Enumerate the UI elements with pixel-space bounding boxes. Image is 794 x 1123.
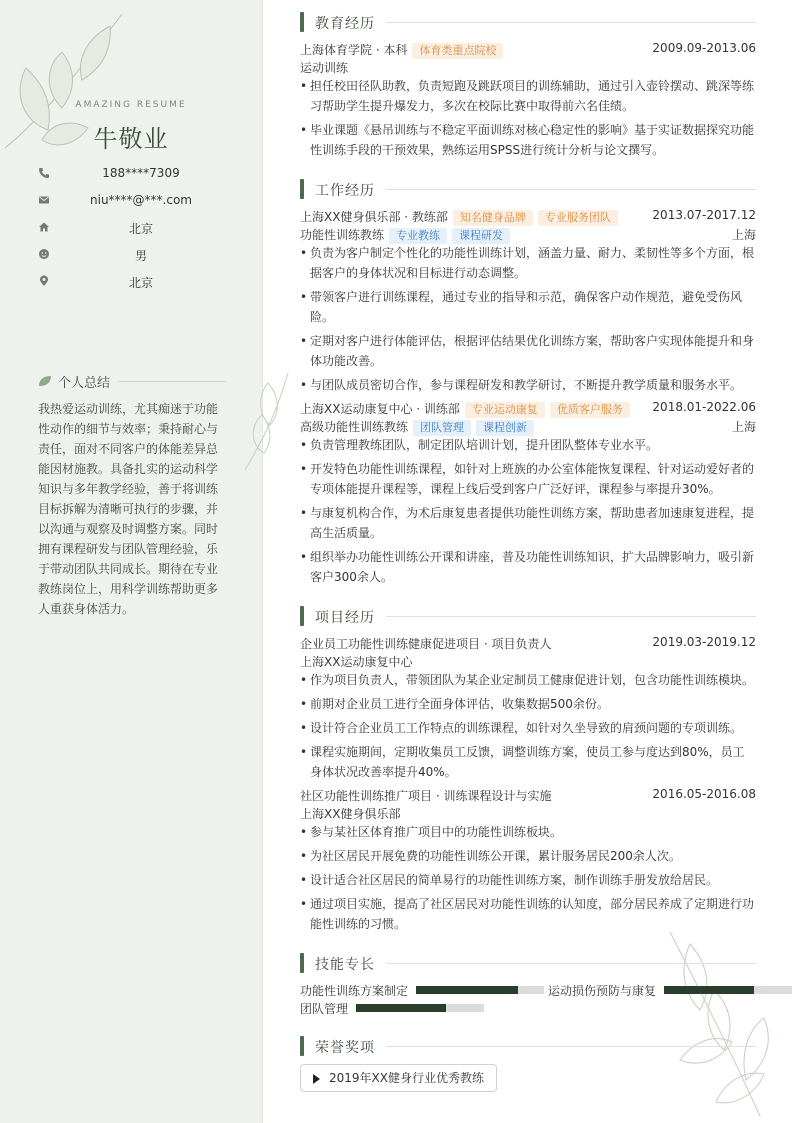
location-value: 北京 xyxy=(128,276,153,290)
project-name-row xyxy=(300,635,756,653)
sidebar xyxy=(0,0,263,1123)
company-tag: 知名健身品牌 xyxy=(453,210,533,226)
contact-gender xyxy=(38,247,228,263)
skill-bar xyxy=(416,986,544,994)
leaf-icon xyxy=(38,375,52,387)
company-name: 上海XX运动康复中心 · 训练部 xyxy=(300,402,460,416)
divider xyxy=(386,189,756,190)
skill-level xyxy=(356,1004,446,1012)
person-name: 牛敬业 xyxy=(93,125,169,153)
divider xyxy=(386,616,756,617)
email-value: niu****@***.com xyxy=(90,193,192,207)
project-name: 企业员工功能性训练健康促进项目 · 项目负责人 xyxy=(300,637,552,651)
project-org-row xyxy=(300,653,756,671)
contact-location xyxy=(38,274,228,290)
contact-email xyxy=(38,193,228,209)
education-date: 2009.09-2013.06 xyxy=(652,41,756,55)
play-icon xyxy=(313,1074,320,1084)
skill-item xyxy=(300,982,544,998)
job-city: 上海 xyxy=(731,228,756,242)
location-icon xyxy=(38,275,50,287)
project-name-row xyxy=(300,787,756,805)
skill-item xyxy=(548,982,792,998)
gender-value: 男 xyxy=(134,249,147,263)
contact-phone xyxy=(38,166,228,182)
summary-title: 个人总结 xyxy=(58,376,111,391)
contact-home xyxy=(38,220,228,236)
company-tag: 优质客户服务 xyxy=(550,402,630,418)
divider xyxy=(386,1046,756,1047)
company-name: 上海XX健身俱乐部 · 教练部 xyxy=(300,210,448,224)
work-section-header xyxy=(300,179,756,199)
job-role: 高级功能性训练教练 xyxy=(300,420,409,434)
company-tag: 专业服务团队 xyxy=(538,210,618,226)
leaf-decoration-icon xyxy=(240,365,300,475)
home-icon xyxy=(38,221,50,233)
projects-title: 项目经历 xyxy=(315,610,375,626)
skill-name: 运动损伤预防与康复 xyxy=(548,984,657,998)
education-title: 教育经历 xyxy=(315,16,375,32)
job-company-row xyxy=(300,208,756,226)
award-text: 2019年XX健身行业优秀教练 xyxy=(329,1071,484,1085)
education-school-row xyxy=(300,41,756,59)
project-date: 2016.05-2016.08 xyxy=(652,787,756,801)
skill-name: 功能性训练方案制定 xyxy=(300,984,409,998)
home-value: 北京 xyxy=(128,222,153,236)
skills-title: 技能专长 xyxy=(315,957,375,973)
projects-section-header xyxy=(300,606,756,626)
education-major-row xyxy=(300,59,756,77)
phone-value: 188****7309 xyxy=(102,166,180,180)
skill-bar xyxy=(356,1004,484,1012)
job-date: 2013.07-2017.12 xyxy=(652,208,756,222)
skill-bar xyxy=(664,986,792,994)
section-marker xyxy=(300,953,304,973)
school-tag: 体育类重点院校 xyxy=(412,43,503,59)
divider xyxy=(118,381,226,382)
gender-icon xyxy=(38,248,50,260)
skill-name: 团队管理 xyxy=(300,1002,349,1016)
project-date: 2019.03-2019.12 xyxy=(652,635,756,649)
job-date: 2018.01-2022.06 xyxy=(652,400,756,414)
divider xyxy=(386,963,756,964)
role-tag: 团队管理 xyxy=(413,420,471,436)
project-org: 上海XX运动康复中心 xyxy=(300,655,413,669)
skill-level xyxy=(664,986,754,994)
resume-tagline: AMAZING RESUME xyxy=(75,100,187,110)
job-role-row xyxy=(300,418,756,436)
skill-level xyxy=(416,986,518,994)
role-tag: 课程创新 xyxy=(476,420,534,436)
email-icon xyxy=(38,194,50,206)
summary-header xyxy=(38,372,226,390)
company-tag: 专业运动康复 xyxy=(465,402,545,418)
awards-title: 荣誉奖项 xyxy=(315,1040,375,1056)
education-section-header xyxy=(300,12,756,32)
skill-item xyxy=(300,1000,484,1016)
project-name: 社区功能性训练推广项目 · 训练课程设计与实施 xyxy=(300,789,552,803)
major: 运动训练 xyxy=(300,61,349,75)
skills-section-header xyxy=(300,953,756,973)
award-item[interactable] xyxy=(300,1064,497,1092)
job-role: 功能性训练教练 xyxy=(300,228,385,242)
section-marker xyxy=(300,179,304,199)
section-marker xyxy=(300,606,304,626)
project-org-row xyxy=(300,805,756,823)
phone-icon xyxy=(38,167,50,179)
divider xyxy=(386,22,756,23)
school-name: 上海体育学院 · 本科 xyxy=(300,43,408,57)
job-city: 上海 xyxy=(731,420,756,434)
project-org: 上海XX健身俱乐部 xyxy=(300,807,401,821)
section-marker xyxy=(300,12,304,32)
role-tag: 课程研发 xyxy=(452,228,510,244)
work-title: 工作经历 xyxy=(315,183,375,199)
summary-text: 我热爱运动训练，尤其痴迷于功能性动作的细节与效率；秉持耐心与责任，面对不同客户的体能差异总能因材施教。具备扎实的运动科学知识与多年教学经验，善于将训练目标拆解为清晰可执行的步骤，并以沟通与观察及时调整方案。同时拥有课程研发与团队管理经验，乐于带动团队共同成长。期待在专业教练岗位上，用科学训练帮助更多人重获身体活力。 xyxy=(38,402,219,616)
awards-section-header xyxy=(300,1036,756,1056)
job-role-row xyxy=(300,226,756,244)
job-company-row xyxy=(300,400,756,418)
role-tag: 专业教练 xyxy=(389,228,447,244)
section-marker xyxy=(300,1036,304,1056)
